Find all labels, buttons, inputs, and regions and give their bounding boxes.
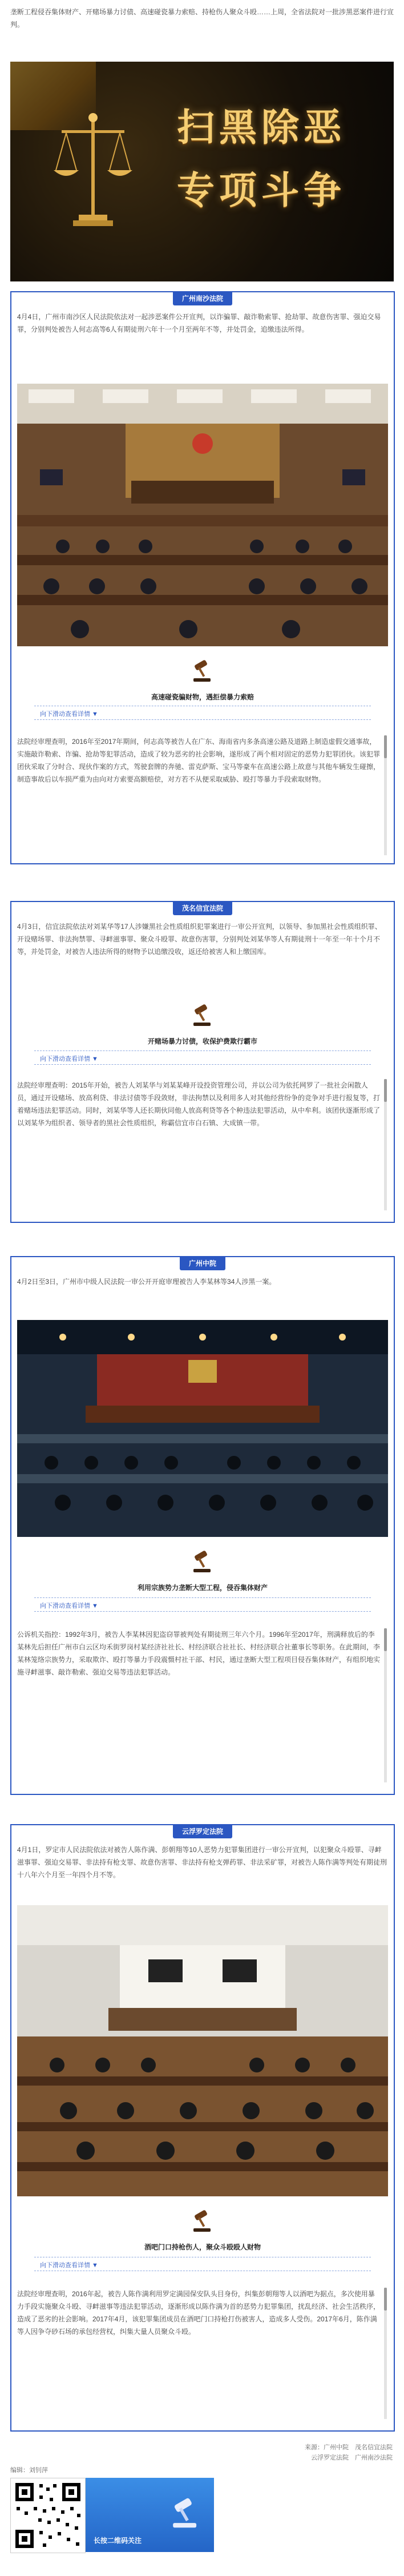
gavel-icon bbox=[190, 658, 215, 683]
follow-caption: 长按二维码关注 bbox=[94, 2537, 142, 2545]
banner-image bbox=[10, 62, 394, 281]
scroll-hint[interactable]: 向下滑动查看详情 ▼ bbox=[40, 1056, 98, 1062]
case-card-nansha bbox=[10, 291, 395, 864]
banner-title bbox=[142, 96, 381, 222]
court-tag: 广州中院 bbox=[180, 1256, 225, 1270]
divider bbox=[34, 1050, 371, 1051]
gavel-icon bbox=[190, 1002, 215, 1027]
court-tag: 茂名信宜法院 bbox=[173, 901, 232, 915]
courtroom-photo bbox=[17, 1905, 388, 2196]
banner-title-line1: 扫黑除恶 bbox=[177, 105, 346, 150]
court-tag: 云浮罗定法院 bbox=[173, 1824, 232, 1838]
gavel-icon bbox=[190, 2208, 215, 2233]
scrollbar-thumb[interactable] bbox=[384, 735, 387, 758]
scrollbar[interactable] bbox=[384, 1079, 387, 1210]
case-details-scrollbox[interactable]: 法院经审理查明，2016年起，被告人陈作满利用罗定满园保安队头目身份，纠集彭朝翔等人以酒吧为据点，多次使用暴力手段实施聚众斗殴、寻衅滋事等违法犯罪活动，逐渐形成以陈作满为首的恶势力犯罪集团，扰乱经济、社会生活秩序，造成了恶劣的社会影响。2017年4月，该犯罪集团成员在酒吧门口持枪打伤被害人，造成多人受伤。2017年6月，陈作满等人因争夺砂石场的承包经营权，纠集大量人员聚众斗殴。 bbox=[17, 2290, 381, 2336]
scrollbar[interactable] bbox=[384, 1628, 387, 1782]
case-card-guangzhou-intermediate bbox=[10, 1256, 395, 1795]
source-credits bbox=[221, 2442, 393, 2463]
source-line: 来源：广州中院 茂名信宜法院 bbox=[305, 2444, 393, 2451]
case-lead: 4月2日至3日，广州市中级人民法院一审公开开庭审理被告人李某林等34人涉黑一案。 bbox=[17, 1278, 276, 1286]
case-subtitle: 酒吧门口持枪伤人，聚众斗殴殴人财物 bbox=[144, 2243, 261, 2251]
divider bbox=[34, 1597, 371, 1598]
court-tag: 广州南沙法院 bbox=[173, 291, 232, 305]
banner-title-line2: 专项斗争 bbox=[177, 168, 346, 212]
follow-banner bbox=[86, 2478, 214, 2552]
case-card-luoding bbox=[10, 1824, 395, 2432]
divider bbox=[34, 719, 371, 720]
scales-of-justice-icon bbox=[50, 107, 136, 233]
scroll-hint[interactable]: 向下滑动查看详情 ▼ bbox=[40, 1603, 98, 1609]
case-details-scrollbox[interactable]: 公诉机关指控：1992年3月，被告人李某林因犯盗窃罪被判处有期徒刑三年六个月。1996年至2017年，刑满释放后的李某林先后担任广州市白云区均禾街罗岗村某经济社社长、村经济联合社社长、村经济联合社董事长等职务。在此期间，李某林笼络宗族势力，采取欺诈、殴打等暴力手段震慑村社干部、村民，通过垄断大型工程项目侵吞集体财产，有组织地实施寻衅滋事、敲诈勒索、强迫交易等违法犯罪活动。 bbox=[17, 1631, 381, 1676]
courtroom-photo bbox=[17, 1320, 388, 1537]
case-subtitle: 开赌场暴力讨债，收保护费欺行霸市 bbox=[147, 1037, 257, 1045]
case-subtitle: 高速碰瓷骗财物，遇拒偿暴力索赔 bbox=[151, 693, 254, 701]
case-subtitle: 利用宗族势力垄断大型工程，侵吞集体财产 bbox=[137, 1584, 268, 1592]
scrollbar-thumb[interactable] bbox=[384, 1628, 387, 1651]
scrollbar[interactable] bbox=[384, 735, 387, 855]
gavel-icon bbox=[168, 2495, 203, 2529]
intro-paragraph: 垄断工程侵吞集体财产、开赌场暴力讨债、高速碰瓷暴力索赔、持枪伤人聚众斗殴……上周，全省法院对一批涉黑恶案件进行宣判。 bbox=[10, 8, 394, 29]
scrollbar[interactable] bbox=[384, 2288, 387, 2419]
editor-credit: 编辑：刘钊萍 bbox=[10, 2467, 48, 2474]
scroll-hint[interactable]: 向下滑动查看详情 ▼ bbox=[40, 711, 98, 718]
gavel-icon bbox=[190, 1548, 215, 1573]
case-lead: 4月1日，罗定市人民法院依法对被告人陈作满、彭朝翔等10人恶势力犯罪集团进行一审公开宣判，以犯聚众斗殴罪、寻衅滋事罪、强迫交易罪、非法持有枪支罪、故意伤害罪、非法持有枪支弹药罪、非法采矿罪，对被告人陈作满等判处有期徒刑十八年六个月至一年四个月不等。 bbox=[17, 1846, 387, 1879]
divider bbox=[34, 1064, 371, 1065]
divider bbox=[34, 1611, 371, 1612]
scrollbar-thumb[interactable] bbox=[384, 2288, 387, 2311]
source-line: 云浮罗定法院 广州南沙法院 bbox=[311, 2454, 393, 2461]
case-details-scrollbox[interactable]: 法院经审理查明：2015年开始，被告人刘某华与刘某某峰开设投资管理公司，并以公司为依托网罗了一批社会闲散人员，通过开设赌场、放高利贷、非法讨债等手段敛财，非法拘禁以及利用多人对其他经营纷争的竞争对手进行报复等，打着赌场违法犯罪活动。同时，刘某华等人还长期伙同他人放高利贷等各个种违法犯罪活动，从中牟利。该团伙逐渐形成了以刘某华为组织者、领导者的黑社会性质组织，称霸信宜市白石镇、大成镇一带。 bbox=[17, 1081, 381, 1127]
case-card-xinyi bbox=[10, 901, 395, 1223]
case-lead: 4月3日，信宜法院依法对刘某华等17人涉嫌黑社会性质组织犯罪案进行一审公开宣判，以领导、参加黑社会性质组织罪、开设赌场罪、非法拘禁罪、寻衅滋事罪、聚众斗殴罪、故意伤害罪，分别判处刘某华等人有期徒刑十一年至一年十个月不等，并处罚金，对被告人违法所得的财物予以追缴没收，返还给被害人和上缴国库。 bbox=[17, 923, 382, 956]
qr-code[interactable] bbox=[10, 2478, 86, 2553]
case-lead: 4月4日，广州市南沙区人民法院依法对一起涉恶案件公开宣判，以诈骗罪、敲诈勒索罪、抢劫罪、故意伤害罪、强迫交易罪，分别判处被告人何志高等6人有期徒刑六年十一个月至两年不等，并处罚金，追缴违法所得。 bbox=[17, 313, 381, 333]
case-details-scrollbox[interactable]: 法院经审理查明，2016年至2017年期间，何志高等被告人在广东、海南省内多条高速公路及道路上制造虚假交通事故，实施敲诈勒索、诈骗、抢劫等犯罪活动，造成了较为恶劣的社会影响，遂形成了两个相对固定的恶势力犯罪团伙。该犯罪团伙采取了分时合、现伙作案的方式，驾驶套牌的奔驰、雷克萨斯、宝马等豪车在高速公路上故意与其他车辆发生碰擦，制造事故后以车损严重为由向对方索要高额赔偿，对方若不从便采取威胁、殴打等暴力手段索取财物。 bbox=[17, 738, 381, 783]
scrollbar-thumb[interactable] bbox=[384, 1079, 387, 1102]
scroll-hint[interactable]: 向下滑动查看详情 ▼ bbox=[40, 2262, 98, 2269]
courtroom-photo bbox=[17, 384, 388, 646]
